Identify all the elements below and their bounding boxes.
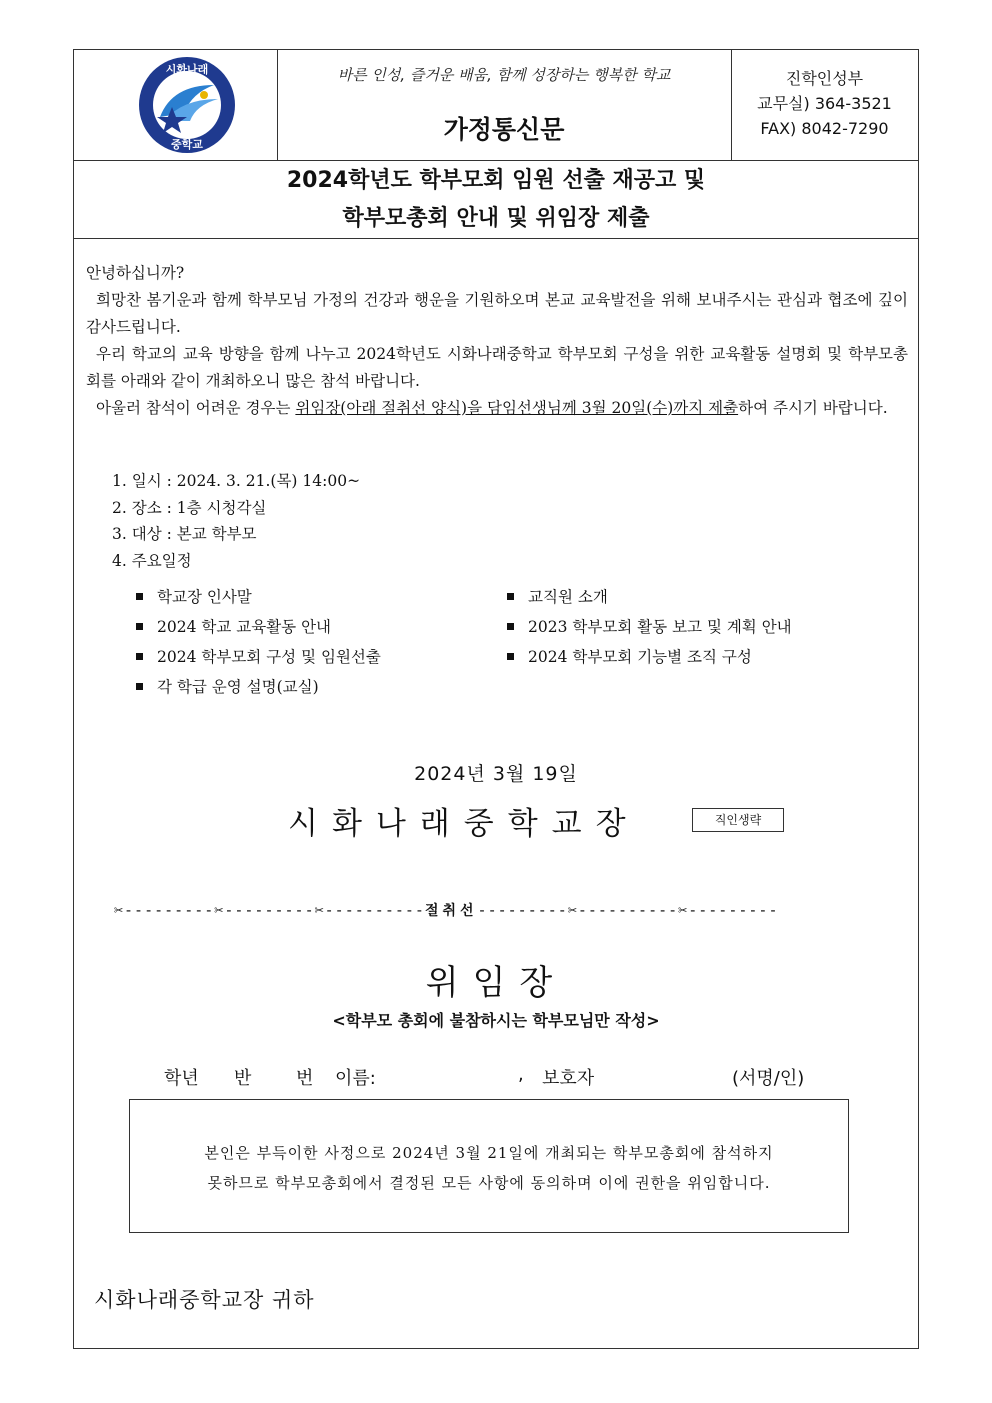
bullet-icon (136, 623, 143, 630)
paragraph-2: 우리 학교의 교육 방향을 함께 나누고 2024학년도 시화나래중학교 학부모회 구성을 위한 교육활동 설명회 및 학부모총회를 아래와 같이 개최하오니 많은 참석 바랍니다. (86, 345, 908, 390)
cut-line-label: 절취선 (424, 903, 478, 919)
bullet-icon (507, 593, 514, 600)
greeting: 안녕하십니까? (86, 264, 185, 282)
guardian-field-label[interactable]: 보호자 (542, 1068, 595, 1089)
department: 진학인성부 (785, 69, 864, 88)
detail-item: 1. 일시 : 2024. 3. 21.(목) 14:00~ (112, 472, 361, 490)
schedule-list (136, 585, 896, 705)
issue-date: 2024년 3월 19일 (414, 763, 578, 785)
seal-omitted-badge: 직인생략 (692, 808, 784, 832)
detail-item: 4. 주요일정 (112, 551, 192, 570)
office-phone: 교무실) 364-3521 (757, 94, 892, 113)
paragraph-3-post: 하여 주시기 바랍니다. (738, 399, 888, 417)
school-logo-icon (132, 55, 242, 155)
bullet-icon (136, 653, 143, 660)
logo-text-top: 시화나래 (165, 63, 209, 76)
cut-line-left: ✂---------✂---------✂---------- (114, 901, 425, 919)
school-motto: 바른 인성, 즐거운 배움, 함께 성장하는 행복한 학교 (337, 66, 671, 84)
logo-text-bottom: 중학교 (171, 138, 203, 151)
title-line-1: 2024학년도 학부모회 임원 선출 재공고 및 (286, 168, 706, 193)
detail-item: 3. 대상 : 본교 학부모 (112, 525, 257, 543)
schedule-item: 2024 학교 교육활동 안내 (157, 618, 332, 636)
paragraph-3-pre: 아울러 참석이 어려운 경우는 (96, 399, 296, 417)
signature-field-label[interactable]: (서명/인) (732, 1068, 805, 1089)
newsletter-name: 가정통신문 (443, 115, 565, 144)
statement-line-1: 본인은 부득이한 사정으로 2024년 3월 21일에 개최되는 학부모총회에 참석하지 (204, 1144, 774, 1162)
grade-field-label[interactable]: 학년 (164, 1068, 199, 1089)
proxy-form-title: 위임장 (425, 963, 567, 1003)
paragraph-3 (86, 395, 908, 422)
proxy-form-subtitle: <학부모 총회에 불참하시는 학부모님만 작성> (332, 1011, 660, 1030)
principal-title: 시화나래중학교장 (288, 806, 640, 842)
schedule-item: 교직원 소개 (528, 588, 608, 606)
proxy-statement (130, 1138, 848, 1198)
fax-number: FAX) 8042-7290 (760, 119, 889, 138)
cut-line (114, 900, 884, 920)
class-field-label[interactable]: 반 (234, 1068, 252, 1089)
paragraph-1: 희망찬 봄기운과 함께 학부모님 가정의 건강과 행운을 기원하오며 본교 교육발전을 위해 보내주시는 관심과 협조에 깊이 감사드립니다. (86, 291, 908, 336)
schedule-item: 2023 학부모회 활동 보고 및 계획 안내 (528, 618, 792, 636)
bullet-icon (136, 593, 143, 600)
cut-line-right: ---------✂----------✂--------- (477, 901, 779, 919)
title-line-2: 학부모총회 안내 및 위임장 제출 (342, 206, 650, 231)
addressee: 시화나래중학교장 귀하 (94, 1288, 315, 1312)
schedule-item: 2024 학부모회 구성 및 임원선출 (157, 648, 381, 666)
schedule-item: 2024 학부모회 기능별 조직 구성 (528, 648, 752, 666)
title-cell (277, 50, 732, 160)
bullet-icon (507, 623, 514, 630)
proxy-statement-box (129, 1099, 849, 1233)
event-details (112, 468, 360, 574)
principal-signature (288, 798, 640, 843)
bullet-icon (136, 683, 143, 690)
logo-cell (74, 50, 278, 160)
header (74, 50, 918, 161)
letter-body (86, 260, 908, 422)
schedule-item: 각 학급 운영 설명(교실) (157, 678, 319, 696)
bullet-icon (507, 653, 514, 660)
detail-item: 2. 장소 : 1층 시청각실 (112, 498, 267, 517)
number-field-label[interactable]: 번 (296, 1068, 314, 1089)
name-field-label[interactable]: 이름: (335, 1068, 376, 1089)
name-separator: , (518, 1064, 524, 1085)
schedule-item: 학교장 인사말 (157, 588, 252, 606)
notice-title (74, 160, 918, 239)
contact-cell (731, 50, 918, 176)
statement-line-2: 못하므로 학부모총회에서 결정된 모든 사항에 동의하며 이에 권한을 위임합니다. (207, 1174, 771, 1192)
submission-deadline: 위임장(아래 절취선 양식)을 담임선생님께 3월 20일(수)까지 제출 (295, 399, 739, 417)
document-frame (73, 49, 919, 1349)
